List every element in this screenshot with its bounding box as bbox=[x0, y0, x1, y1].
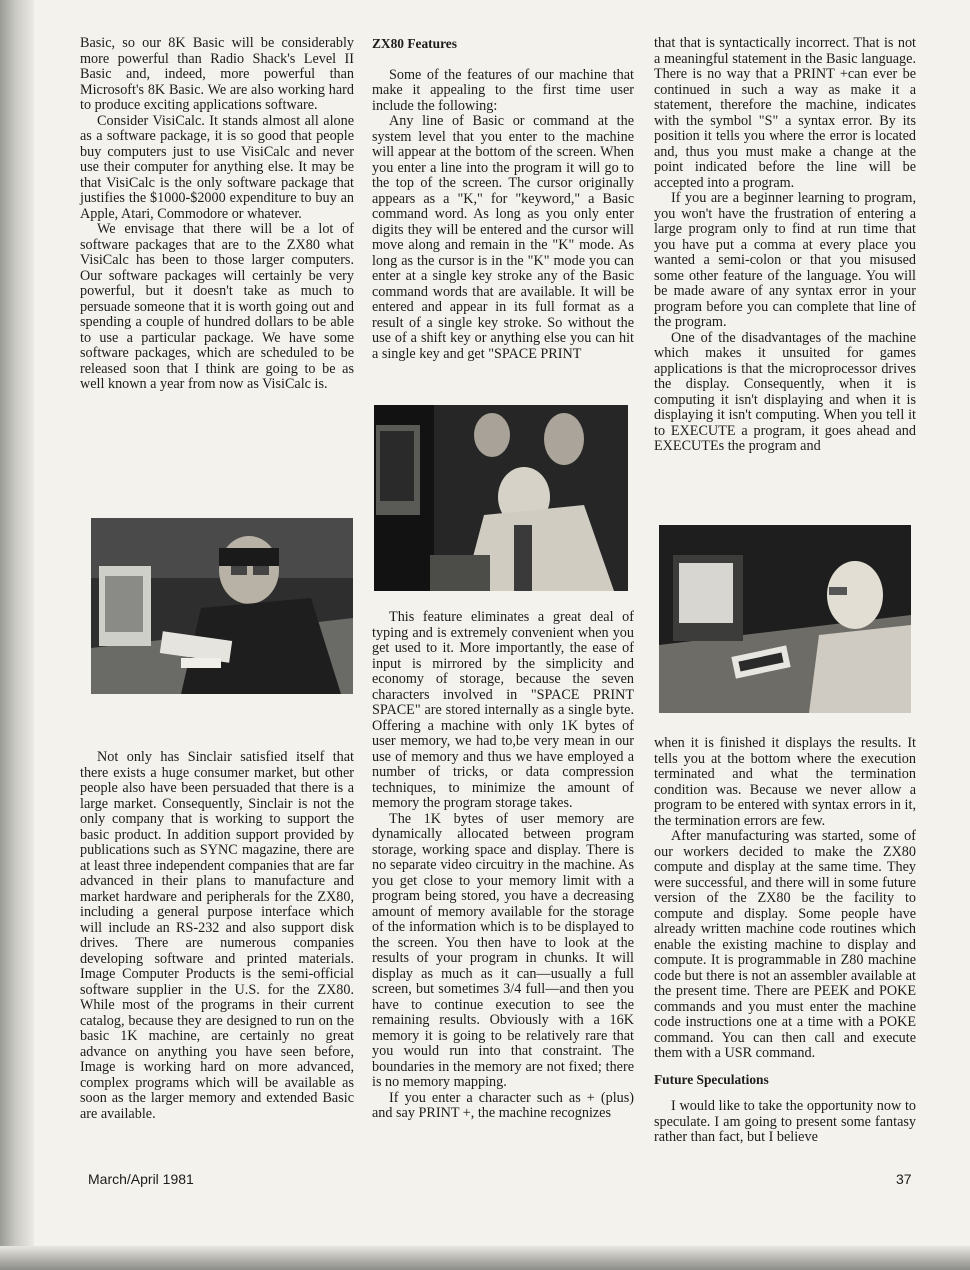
paragraph: If you enter a character such as + (plus) and say PRINT +, the machine recognizes bbox=[372, 1089, 634, 1121]
column-1-bottom bbox=[80, 750, 354, 1122]
section-heading-future-speculations: Future Speculations bbox=[654, 1071, 769, 1087]
page-bottom-edge bbox=[0, 1246, 970, 1270]
photo-crowd-at-demo bbox=[374, 405, 628, 591]
photo-man-with-zx80 bbox=[91, 518, 353, 694]
photo-boy-with-tv bbox=[659, 525, 911, 713]
paragraph: Consider VisiCalc. It stands almost all alone as a software package, it is so good that people buy computers just to use VisiCalc and never use their computer for anything else. It may be that VisiCalc is the only software package that justifies the $1000-$2000 expenditure to buy an Apple, Atari, Commodore or whatever. bbox=[80, 112, 354, 222]
paragraph: Not only has Sinclair satisfied itself that there exists a huge consumer market, but other people also have been persuaded that there is a large market. Consequently, Sinclair is not the only company that is working to support the basic product. In addition support provided by publications such as SYNC magazine, there are at least three independent companies that are far advanced in their plans to manufacture and market hardware and peripherals for the ZX80, including a general purpose interface which will include an RS-232 and also support disk drives. There are numerous companies developing software and printed materials. Image Computer Products is the semi-official software supplier in the U.S. for the ZX80. While most of the programs in their current catalog, because they are designed to run on the basic 1K machine, are certainly no great advance on anything you have seen before, Image is working hard on more advanced, complex programs which will be available as soon as the larger memory and extended Basic are available. bbox=[80, 749, 354, 1122]
footer-issue-date: March/April 1981 bbox=[88, 1171, 194, 1187]
column-1-top bbox=[80, 36, 354, 393]
paragraph: I would like to take the opportunity now to speculate. I am going to present some fantasy rather than fact, but I believe bbox=[654, 1098, 916, 1145]
column-2-top bbox=[372, 36, 634, 362]
column-3-bottom bbox=[654, 736, 916, 1146]
footer-page-number: 37 bbox=[896, 1171, 912, 1187]
paragraph: The 1K bytes of user memory are dynamically allocated between program storage, working space and display. There is no separate video circuitry in the machine. As you get close to your memory limit with a program being stored, you have a decreasing amount of memory available for the storage of the information which is to be displayed to the screen. You then have to look at the results of your program in chunks. It will display as much as it can—usually a full screen, but sometimes 3/4 full—and then you have to continue execution to see the remaining results. Obviously with a 16K memory it is going to be relatively rare that you would run into that constraint. The boundaries in the memory are not fixed; there is no memory mapping. bbox=[372, 810, 634, 1090]
section-heading-zx80-features: ZX80 Features bbox=[372, 36, 457, 51]
paragraph: We envisage that there will be a lot of software packages that are to the ZX80 what VisiCalc has been to those larger computers. Our software packages will certainly be very powerful, but it doesn't take as much to persuade someone that it is worth going out and spending a couple of hundred dollars to be able to use a particular package. We have some software packages, which are scheduled to be released soon that I think are going to be as well known a year from now as VisiCalc is. bbox=[80, 221, 354, 392]
paragraph: One of the disadvantages of the machine which makes it unsuited for games applications is that the microprocessor drives the display. Consequently, when it is computing it isn't displaying and when it is displaying it isn't computing. When you tell it to EXECUTE a program, it goes ahead and EXECUTEs the program and bbox=[654, 329, 916, 454]
paragraph: If you are a beginner learning to program, you won't have the frustration of entering a large program only to find at run time that you have put a comma at every place you wanted a semi-colon or that you misused some other feature of the language. You will be made aware of any syntax error in your program before you can complete that line of the program. bbox=[654, 190, 916, 330]
column-2-bottom bbox=[372, 610, 634, 1122]
column-3-top bbox=[654, 36, 916, 455]
paragraph: when it is finished it displays the results. It tells you at the bottom where the execution terminated and what the termination condition was. Because we never allow a program to be entered with syntax errors in it, the termination errors are few. bbox=[654, 735, 916, 829]
paragraph: that that is syntactically incorrect. That is not a meaningful statement in the Basic language. There is no way that a PRINT +can ever be continued in such a way as make it a statement, therefore the machine, indicates with the symbol "S" a syntax error. By its position it tells you where the error is located and, thus you must make a change at the point indicated before the line will be accepted into a program. bbox=[654, 35, 916, 191]
paragraph: This feature eliminates a great deal of typing and is extremely convenient when you get used to it. More importantly, the ease of input is mirrored by the simplicity and economy of storage, because the seven characters involved in "SPACE PRINT SPACE" are stored internally as a single byte. Offering a machine with only 1K bytes of user memory, we had to,be very mean in our use of memory and thus we have employed a number of tricks, or data compression techniques, to minimize the amount of memory the program storage takes. bbox=[372, 609, 634, 811]
paragraph: After manufacturing was started, some of our workers decided to make the ZX80 compute and display at the same time. They were successful, and there will in some future version of the ZX80 be the facility to compute and display. Some people have already written machine code routines which enable the existing machine to display and compute. It is programmable in Z80 machine code but there is not an assembler available at the present time. There are PEEK and POKE commands and you must enter the machine code instructions one at a time with a POKE command. You can then call and execute them with a USR command. bbox=[654, 828, 916, 1061]
page-gutter-shadow bbox=[0, 0, 34, 1270]
paragraph: Any line of Basic or command at the system level that you enter to the machine will appear at the bottom of the screen. When you enter a line into the program it will go to the top of the screen. The cursor originally appears as a "K," for "keyword," a Basic command word. As long as you only enter digits they will be entered and the cursor will move along and remain in the "K" mode. As long as the cursor is in the "K" mode you can enter at a single key stroke any of the Basic command words that are available. It will be entered and appear in its full format as a result of a single key stroke. So without the use of a shift key or anything else you can hit a single key and get "SPACE PRINT bbox=[372, 113, 634, 362]
paragraph: Some of the features of our machine that make it appealing to the first time user include the following: bbox=[372, 66, 634, 114]
paragraph: Basic, so our 8K Basic will be considerably more powerful than Radio Shack's Level II Basic and, indeed, more powerful than Microsoft's 8K Basic. We are also working hard to produce exciting applications software. bbox=[80, 35, 354, 113]
